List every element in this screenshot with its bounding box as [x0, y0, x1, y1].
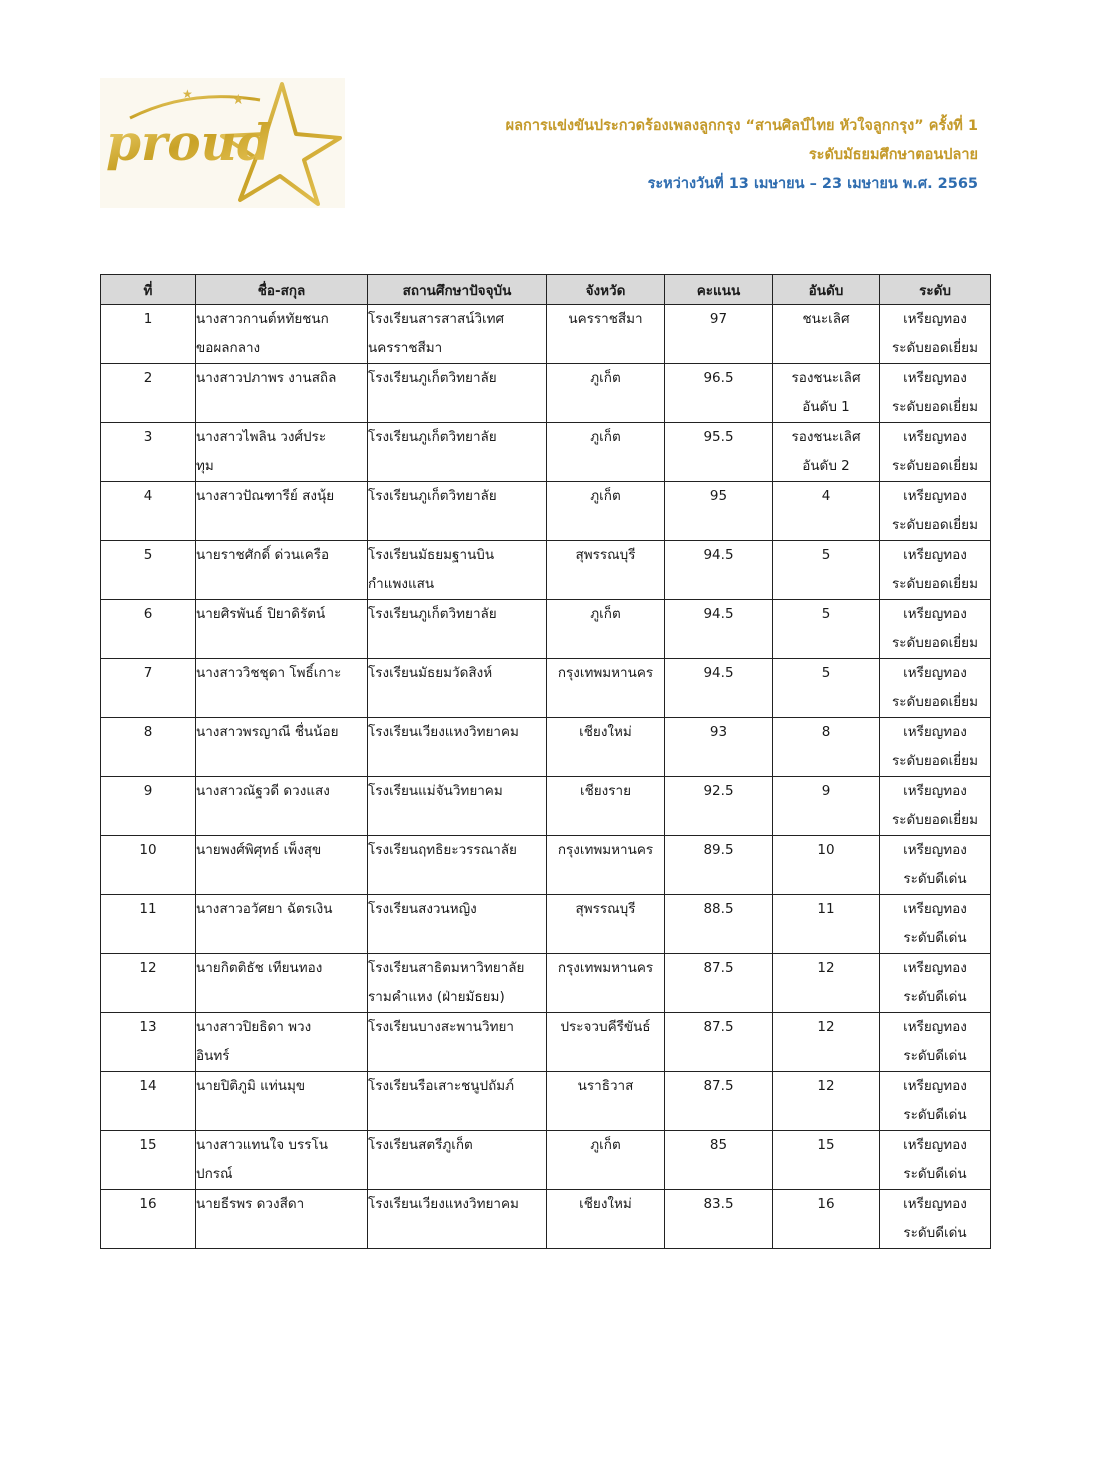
school-name-cell — [368, 482, 547, 541]
award-level-cell — [880, 423, 991, 482]
row-number-line: 5 — [143, 547, 153, 563]
school-name-cell — [368, 718, 547, 777]
rank-cell — [773, 895, 880, 954]
column-province-header: จังหวัด — [547, 275, 665, 305]
award-level-line: ระดับดีเด่น — [903, 930, 967, 946]
contestant-name-line: ปกรณ์ — [196, 1166, 233, 1182]
province-cell — [547, 836, 665, 895]
province-cell — [547, 600, 665, 659]
school-name-cell — [368, 1131, 547, 1190]
province-cell — [547, 1013, 665, 1072]
score-line: 95 — [709, 488, 728, 504]
contestant-name-cell — [196, 305, 368, 364]
award-level-cell — [880, 895, 991, 954]
province-line: ภูเก็ต — [590, 370, 621, 386]
score-cell — [665, 364, 773, 423]
score-cell — [665, 305, 773, 364]
score-cell — [665, 777, 773, 836]
award-level-line: เหรียญทอง — [903, 311, 967, 327]
contestant-name-cell — [196, 718, 368, 777]
row-number-line: 4 — [143, 488, 153, 504]
award-level-cell — [880, 482, 991, 541]
award-level-line: ระดับดีเด่น — [903, 1048, 967, 1064]
contestant-name-line: นางสาวพรญาณี ชื่นน้อย — [196, 724, 339, 740]
province-line: เชียงใหม่ — [579, 1196, 632, 1212]
school-name-cell — [368, 1190, 547, 1249]
province-line: เชียงใหม่ — [579, 724, 632, 740]
rank-line: 16 — [817, 1196, 835, 1212]
score-cell — [665, 718, 773, 777]
table-row — [101, 895, 991, 954]
rank-cell — [773, 1131, 880, 1190]
province-cell — [547, 718, 665, 777]
proud-logo — [100, 78, 345, 208]
school-name-line: โรงเรียนรือเสาะชนูปถัมภ์ — [368, 1078, 515, 1094]
contestant-name-line: นายราชศักดิ์ ด่วนเครือ — [196, 547, 330, 563]
column-rank-header: อันดับ — [773, 275, 880, 305]
row-number-cell — [101, 659, 196, 718]
province-line: นครราชสีมา — [568, 311, 643, 327]
results-table — [100, 274, 991, 1249]
table-row — [101, 1131, 991, 1190]
svg-text:★: ★ — [182, 87, 193, 101]
row-number-cell — [101, 1190, 196, 1249]
rank-cell — [773, 1013, 880, 1072]
score-line: 88.5 — [703, 901, 734, 917]
province-cell — [547, 1072, 665, 1131]
column-no-header: ที่ — [101, 275, 196, 305]
contestant-name-cell — [196, 836, 368, 895]
table-header-row — [101, 275, 991, 305]
score-cell — [665, 1190, 773, 1249]
rank-cell — [773, 1072, 880, 1131]
rank-cell — [773, 305, 880, 364]
rank-cell — [773, 777, 880, 836]
school-name-line: โรงเรียนภูเก็ตวิทยาลัย — [368, 370, 497, 386]
award-level-cell — [880, 659, 991, 718]
row-number-cell — [101, 1131, 196, 1190]
school-name-cell — [368, 659, 547, 718]
contestant-name-line: นางสาวอวัศยา ฉัตรเงิน — [196, 901, 333, 917]
row-number-line: 14 — [139, 1078, 157, 1094]
award-level-cell — [880, 1072, 991, 1131]
award-level-line: เหรียญทอง — [903, 842, 967, 858]
table-row — [101, 718, 991, 777]
contestant-name-line: นางสาววิชชุดา โพธิ์เกาะ — [196, 665, 342, 681]
row-number-line: 10 — [139, 842, 157, 858]
school-name-line: โรงเรียนภูเก็ตวิทยาลัย — [368, 488, 497, 504]
contestant-name-cell — [196, 659, 368, 718]
province-cell — [547, 659, 665, 718]
row-number-cell — [101, 777, 196, 836]
rank-line: อันดับ 1 — [802, 399, 850, 415]
score-line: 89.5 — [703, 842, 734, 858]
row-number-line: 7 — [143, 665, 153, 681]
award-level-line: เหรียญทอง — [903, 488, 967, 504]
award-level-line: เหรียญทอง — [903, 1137, 967, 1153]
province-cell — [547, 777, 665, 836]
row-number-line: 13 — [139, 1019, 157, 1035]
award-level-line: ระดับยอดเยี่ยม — [892, 340, 978, 356]
award-level-cell — [880, 954, 991, 1013]
score-cell — [665, 1131, 773, 1190]
province-cell — [547, 364, 665, 423]
score-cell — [665, 541, 773, 600]
rank-cell — [773, 600, 880, 659]
province-line: กรุงเทพมหานคร — [557, 665, 654, 681]
contestant-name-line: นางสาวปัณฑารีย์ สงนุ้ย — [196, 488, 335, 504]
province-line: สุพรรณบุรี — [575, 547, 636, 563]
row-number-line: 9 — [143, 783, 153, 799]
award-level-line: ระดับยอดเยี่ยม — [892, 399, 978, 415]
award-level-line: ระดับยอดเยี่ยม — [892, 635, 978, 651]
score-cell — [665, 836, 773, 895]
table-row — [101, 423, 991, 482]
school-name-line: โรงเรียนมัธยมฐานบิน — [368, 547, 495, 563]
contestant-name-line: นายกิตติธัช เทียนทอง — [196, 960, 323, 976]
province-line: นราธิวาส — [577, 1078, 634, 1094]
school-name-cell — [368, 895, 547, 954]
school-name-cell — [368, 1013, 547, 1072]
award-level-line: ระดับดีเด่น — [903, 871, 967, 887]
score-cell — [665, 423, 773, 482]
table-row — [101, 777, 991, 836]
table-row — [101, 364, 991, 423]
award-level-cell — [880, 541, 991, 600]
rank-line: 5 — [821, 547, 831, 563]
logo-text: proud — [106, 113, 272, 172]
award-level-line: ระดับดีเด่น — [903, 1166, 967, 1182]
score-line: 95.5 — [703, 429, 734, 445]
province-line: เชียงราย — [579, 783, 632, 799]
award-level-cell — [880, 1131, 991, 1190]
award-level-cell — [880, 364, 991, 423]
province-line: กรุงเทพมหานคร — [557, 842, 654, 858]
province-cell — [547, 1131, 665, 1190]
row-number-cell — [101, 423, 196, 482]
school-name-line: โรงเรียนฤทธิยะวรรณาลัย — [368, 842, 517, 858]
column-name-header: ชื่อ-สกุล — [196, 275, 368, 305]
table-row — [101, 659, 991, 718]
contestant-name-cell — [196, 1131, 368, 1190]
rank-line: 15 — [817, 1137, 835, 1153]
row-number-cell — [101, 482, 196, 541]
school-name-line: โรงเรียนเวียงแหงวิทยาคม — [368, 1196, 519, 1212]
rank-line: 11 — [817, 901, 835, 917]
rank-line: 5 — [821, 665, 831, 681]
header-title: ผลการแข่งขันประกวดร้องเพลงลูกกรุง “สานศิลป์ไทย หัวใจลูกกรุง” ครั้งที่ 1 — [505, 118, 978, 134]
row-number-cell — [101, 305, 196, 364]
rank-cell — [773, 954, 880, 1013]
row-number-cell — [101, 718, 196, 777]
award-level-line: เหรียญทอง — [903, 901, 967, 917]
award-level-cell — [880, 1013, 991, 1072]
award-level-cell — [880, 1190, 991, 1249]
province-line: ประจวบคีรีขันธ์ — [560, 1019, 651, 1035]
score-line: 83.5 — [703, 1196, 734, 1212]
row-number-line: 12 — [139, 960, 157, 976]
contestant-name-cell — [196, 482, 368, 541]
award-level-line: ระดับดีเด่น — [903, 1107, 967, 1123]
rank-line: รองชนะเลิศ — [791, 370, 861, 386]
award-level-line: ระดับดีเด่น — [903, 989, 967, 1005]
row-number-cell — [101, 1072, 196, 1131]
row-number-line: 8 — [143, 724, 153, 740]
rank-cell — [773, 541, 880, 600]
contestant-name-line: นางสาวกานต์หทัยชนก — [196, 311, 329, 327]
school-name-cell — [368, 954, 547, 1013]
rank-line: 9 — [821, 783, 831, 799]
school-name-cell — [368, 541, 547, 600]
header-level: ระดับมัธยมศึกษาตอนปลาย — [808, 147, 978, 163]
svg-text:★: ★ — [232, 92, 245, 108]
column-school-header: สถานศึกษาปัจจุบัน — [368, 275, 547, 305]
row-number-line: 11 — [139, 901, 157, 917]
province-cell — [547, 895, 665, 954]
score-line: 93 — [709, 724, 728, 740]
score-line: 87.5 — [703, 960, 734, 976]
award-level-line: เหรียญทอง — [903, 1078, 967, 1094]
rank-line: อันดับ 2 — [802, 458, 850, 474]
school-name-cell — [368, 1072, 547, 1131]
score-cell — [665, 954, 773, 1013]
province-line: ภูเก็ต — [590, 429, 621, 445]
contestant-name-line: อินทร์ — [196, 1048, 230, 1064]
contestant-name-cell — [196, 1013, 368, 1072]
row-number-cell — [101, 954, 196, 1013]
score-line: 96.5 — [703, 370, 734, 386]
score-cell — [665, 895, 773, 954]
row-number-line: 15 — [139, 1137, 157, 1153]
province-cell — [547, 305, 665, 364]
province-cell — [547, 1190, 665, 1249]
contestant-name-line: นางสาวไพลิน วงศ์ประ — [196, 429, 327, 445]
contestant-name-cell — [196, 423, 368, 482]
school-name-line: โรงเรียนมัธยมวัดสิงห์ — [368, 665, 493, 681]
contestant-name-cell — [196, 954, 368, 1013]
table-row — [101, 305, 991, 364]
rank-line: 12 — [817, 960, 835, 976]
province-cell — [547, 482, 665, 541]
rank-cell — [773, 1190, 880, 1249]
row-number-line: 6 — [143, 606, 153, 622]
table-row — [101, 600, 991, 659]
row-number-cell — [101, 895, 196, 954]
rank-line: รองชนะเลิศ — [791, 429, 861, 445]
province-line: ภูเก็ต — [590, 1137, 621, 1153]
school-name-line: โรงเรียนสารสาสน์วิเทศ — [368, 311, 505, 327]
award-level-line: เหรียญทอง — [903, 665, 967, 681]
contestant-name-line: นายธีรพร ดวงสีดา — [196, 1196, 305, 1212]
school-name-cell — [368, 777, 547, 836]
award-level-line: ระดับยอดเยี่ยม — [892, 458, 978, 474]
school-name-cell — [368, 836, 547, 895]
score-cell — [665, 482, 773, 541]
province-line: สุพรรณบุรี — [575, 901, 636, 917]
school-name-line: โรงเรียนภูเก็ตวิทยาลัย — [368, 429, 497, 445]
award-level-line: ระดับยอดเยี่ยม — [892, 812, 978, 828]
column-level-header: ระดับ — [880, 275, 991, 305]
school-name-line: นครราชสีมา — [368, 340, 443, 356]
award-level-line: เหรียญทอง — [903, 370, 967, 386]
rank-cell — [773, 836, 880, 895]
school-name-line: โรงเรียนแม่จันวิทยาคม — [368, 783, 503, 799]
award-level-line: เหรียญทอง — [903, 1196, 967, 1212]
school-name-line: โรงเรียนสาธิตมหาวิทยาลัย — [368, 960, 525, 976]
rank-cell — [773, 659, 880, 718]
star-logo-icon — [100, 78, 345, 208]
award-level-cell — [880, 305, 991, 364]
contestant-name-cell — [196, 1072, 368, 1131]
row-number-cell — [101, 541, 196, 600]
rank-cell — [773, 482, 880, 541]
award-level-line: ระดับดีเด่น — [903, 1225, 967, 1241]
contestant-name-cell — [196, 777, 368, 836]
rank-line: 12 — [817, 1019, 835, 1035]
score-cell — [665, 1072, 773, 1131]
award-level-line: เหรียญทอง — [903, 960, 967, 976]
rank-cell — [773, 718, 880, 777]
rank-line: 8 — [821, 724, 831, 740]
score-cell — [665, 659, 773, 718]
rank-line: 4 — [821, 488, 831, 504]
contestant-name-line: ขอผลกลาง — [196, 340, 261, 356]
table-body — [101, 305, 991, 1249]
award-level-line: เหรียญทอง — [903, 1019, 967, 1035]
contestant-name-line: นายปิติภูมิ แท่นมุข — [196, 1078, 306, 1094]
contestant-name-line: นายพงศ์พิศุทธ์ เพ็งสุข — [196, 842, 322, 858]
school-name-line: โรงเรียนสงวนหญิง — [368, 901, 477, 917]
contestant-name-line: นางสาวแทนใจ บรรโน — [196, 1137, 328, 1153]
award-level-line: ระดับยอดเยี่ยม — [892, 753, 978, 769]
document-header — [506, 112, 978, 199]
row-number-line: 1 — [143, 311, 153, 327]
award-level-line: ระดับยอดเยี่ยม — [892, 576, 978, 592]
table-row — [101, 954, 991, 1013]
row-number-cell — [101, 1013, 196, 1072]
row-number-cell — [101, 364, 196, 423]
award-level-line: เหรียญทอง — [903, 724, 967, 740]
province-line: กรุงเทพมหานคร — [557, 960, 654, 976]
school-name-line: โรงเรียนบางสะพานวิทยา — [368, 1019, 515, 1035]
contestant-name-cell — [196, 600, 368, 659]
award-level-cell — [880, 777, 991, 836]
province-line: ภูเก็ต — [590, 488, 621, 504]
province-cell — [547, 541, 665, 600]
contestant-name-line: นางสาวปภาพร งานสถิล — [196, 370, 337, 386]
contestant-name-line: นายศิรพันธ์ ปิยาดิรัตน์ — [196, 606, 326, 622]
table-row — [101, 541, 991, 600]
school-name-line: โรงเรียนเวียงแหงวิทยาคม — [368, 724, 519, 740]
rank-line: 5 — [821, 606, 831, 622]
header-date-range: ระหว่างวันที่ 13 เมษายน – 23 เมษายน พ.ศ. 2565 — [647, 176, 978, 192]
table-row — [101, 1072, 991, 1131]
rank-cell — [773, 364, 880, 423]
award-level-line: เหรียญทอง — [903, 429, 967, 445]
province-cell — [547, 954, 665, 1013]
score-line: 94.5 — [703, 547, 734, 563]
school-name-line: โรงเรียนสตรีภูเก็ต — [368, 1137, 473, 1153]
province-line: ภูเก็ต — [590, 606, 621, 622]
score-cell — [665, 1013, 773, 1072]
score-cell — [665, 600, 773, 659]
score-line: 87.5 — [703, 1019, 734, 1035]
award-level-cell — [880, 718, 991, 777]
school-name-cell — [368, 305, 547, 364]
contestant-name-cell — [196, 364, 368, 423]
table-row — [101, 482, 991, 541]
contestant-name-cell — [196, 1190, 368, 1249]
rank-line: 12 — [817, 1078, 835, 1094]
contestant-name-line: นางสาวปิยธิดา พวง — [196, 1019, 312, 1035]
award-level-line: เหรียญทอง — [903, 783, 967, 799]
row-number-line: 16 — [139, 1196, 157, 1212]
contestant-name-cell — [196, 895, 368, 954]
school-name-cell — [368, 600, 547, 659]
row-number-cell — [101, 600, 196, 659]
award-level-line: ระดับยอดเยี่ยม — [892, 694, 978, 710]
contestant-name-cell — [196, 541, 368, 600]
score-line: 92.5 — [703, 783, 734, 799]
rank-line: ชนะเลิศ — [802, 311, 850, 327]
award-level-line: เหรียญทอง — [903, 547, 967, 563]
row-number-cell — [101, 836, 196, 895]
table-row — [101, 1190, 991, 1249]
award-level-line: เหรียญทอง — [903, 606, 967, 622]
school-name-line: กำแพงแสน — [368, 576, 435, 592]
award-level-cell — [880, 600, 991, 659]
column-score-header: คะแนน — [665, 275, 773, 305]
rank-line: 10 — [817, 842, 835, 858]
school-name-cell — [368, 364, 547, 423]
score-line: 85 — [709, 1137, 728, 1153]
score-line: 97 — [709, 311, 728, 327]
award-level-cell — [880, 836, 991, 895]
row-number-line: 3 — [143, 429, 153, 445]
rank-cell — [773, 423, 880, 482]
table-row — [101, 836, 991, 895]
row-number-line: 2 — [143, 370, 153, 386]
score-line: 87.5 — [703, 1078, 734, 1094]
school-name-line: รามคำแหง (ฝ่ายมัธยม) — [368, 989, 505, 1005]
contestant-name-line: นางสาวณัฐวดี ดวงแสง — [196, 783, 330, 799]
school-name-cell — [368, 423, 547, 482]
award-level-line: ระดับยอดเยี่ยม — [892, 517, 978, 533]
score-line: 94.5 — [703, 665, 734, 681]
score-line: 94.5 — [703, 606, 734, 622]
province-cell — [547, 423, 665, 482]
table-row — [101, 1013, 991, 1072]
school-name-line: โรงเรียนภูเก็ตวิทยาลัย — [368, 606, 497, 622]
contestant-name-line: ทุม — [196, 458, 214, 474]
